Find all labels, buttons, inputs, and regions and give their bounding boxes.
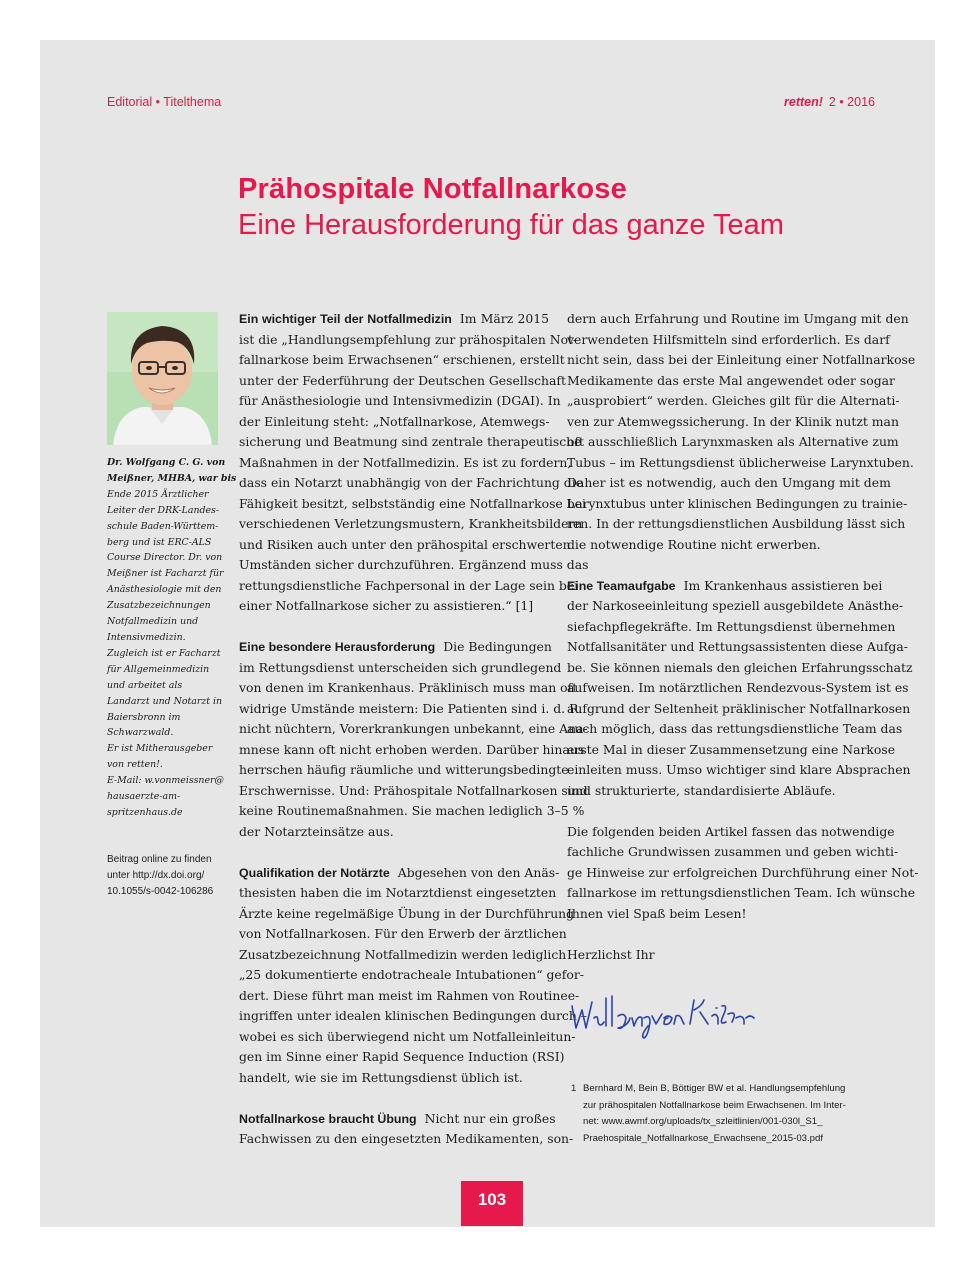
text-line: aufweisen. Im notärztlichen Rendezvous-System ist es bbox=[567, 680, 909, 695]
paragraph-gap bbox=[239, 617, 549, 638]
text-line: der Notarzteinsätze aus. bbox=[239, 823, 394, 839]
text-line: ingriffen unter idealen klinischen Bedingungen durch – bbox=[239, 1008, 587, 1023]
author-signature bbox=[568, 988, 758, 1048]
text-line: dert. Diese führt man meist im Rahmen von Routinee- bbox=[239, 987, 580, 1003]
text-line: widrige Umstände meistern: Die Patienten sind i. d. R. bbox=[239, 700, 583, 716]
running-header-right bbox=[784, 95, 875, 109]
paragraph-lead-line: Qualifikation der Notärzte Abgesehen von den Anäs- bbox=[239, 864, 560, 880]
bio-line: Leiter der DRK-Landes- bbox=[107, 504, 220, 516]
bio-line: hausaerzte-am- bbox=[107, 791, 181, 803]
text-line: handelt, wie sie im Rettungsdienst üblich ist. bbox=[239, 1069, 523, 1085]
paragraph-body bbox=[567, 596, 913, 801]
text-line: Notfallsanitäter und Rettungsassistenten diese Aufga- bbox=[567, 639, 908, 654]
bio-line: E-Mail: w.vonmeissner@ bbox=[107, 775, 224, 787]
bio-line: spritzenhaus.de bbox=[107, 806, 183, 818]
footnote-text: net: www.awmf.org/uploads/tx_szleitlinien/001-030l_S1_ bbox=[583, 1116, 823, 1127]
text-line: herrschen häufig räumliche und witterungsbedingte bbox=[239, 762, 569, 777]
paragraph-lead-line: Ein wichtiger Teil der Notfallmedizin Im März 2015 bbox=[239, 311, 549, 326]
topic-label: Titelthema bbox=[163, 95, 222, 109]
bio-line: Notfallmedizin und bbox=[107, 616, 199, 628]
text-line: fallnarkose beim Erwachsenen“ erschienen, erstellt bbox=[239, 352, 565, 367]
portrait-illustration bbox=[107, 312, 218, 445]
running-header-left bbox=[107, 95, 221, 109]
paragraph-lead-line: Eine Teamaufgabe Im Krankenhaus assistieren bei bbox=[567, 577, 883, 593]
footnote-text: Praehospitale_Notfallnarkose_Erwachsene_2015-03.pdf bbox=[583, 1132, 824, 1144]
text-line: Zusatzbezeichnung Notfallmedizin werden lediglich bbox=[239, 946, 567, 962]
paragraph-body bbox=[239, 1129, 574, 1150]
footnote-text: Bernhard M, Bein B, Böttiger BW et al. Handlungsempfehlung bbox=[583, 1083, 846, 1094]
text-line: und Risiken auch unter den prähospital erschwerten bbox=[239, 536, 571, 552]
section-heading: Notfallnarkose braucht Übung bbox=[239, 1111, 417, 1126]
text-line: aufgrund der Seltenheit präklinischer Notfallnarkosen bbox=[567, 700, 911, 716]
author-photo bbox=[107, 312, 218, 445]
bio-line: von retten!. bbox=[107, 759, 163, 771]
text-line: Umständen sicher durchzuführen. Ergänzend muss das bbox=[239, 557, 589, 572]
text-line: ist die „Handlungsempfehlung zur prähospitalen Not- bbox=[239, 331, 578, 347]
paragraph-lead-line: Notfallnarkose braucht Übung Nicht nur ein großes bbox=[239, 1110, 556, 1126]
author-bio bbox=[107, 455, 237, 821]
bio-line: für Allgemeinmedizin bbox=[107, 663, 210, 675]
text-line: Die folgenden beiden Artikel fassen das notwendige bbox=[567, 823, 895, 839]
text-line: dass ein Notarzt unabhängig von der Fachrichtung die bbox=[239, 475, 584, 490]
text-line: für Anästhesiologie und Intensivmedizin (DGAI). In bbox=[239, 393, 561, 408]
footnote-line bbox=[571, 1131, 891, 1148]
text-line: Ihnen viel Spaß beim Lesen! bbox=[567, 905, 747, 921]
text-line: auch möglich, dass das rettungsdienstliche Team das bbox=[567, 721, 903, 736]
doi-line: 10.1055/s-0042-106286 bbox=[107, 886, 214, 897]
text-line: nicht sein, dass bei der Einleitung einer Notfallnarkose bbox=[567, 352, 916, 367]
text-line: einleiten muss. Umso wichtiger sind klare Absprachen bbox=[567, 762, 911, 777]
doi-line: Beitrag online zu finden bbox=[107, 854, 212, 865]
footnote-line bbox=[571, 1081, 891, 1098]
bio-line: Baiersbronn im bbox=[107, 711, 181, 723]
bio-line: Ende 2015 Ärztlicher bbox=[107, 488, 209, 500]
text-line: im Rettungsdienst unterscheiden sich grundlegend bbox=[239, 659, 562, 675]
text-line: verwendeten Hilfsmitteln sind erforderlich. Es darf bbox=[567, 331, 890, 347]
text-line: rettungsdienstliche Fachpersonal in der Lage sein bei bbox=[239, 577, 579, 593]
text-line: oft ausschließlich Larynxmasken als Alternative zum bbox=[567, 434, 899, 449]
text-line: ren. In der rettungsdienstlichen Ausbildung lässt sich bbox=[567, 516, 906, 531]
bio-line: Anästhesiologie mit den bbox=[107, 584, 222, 596]
bio-line: Intensivmedizin. bbox=[107, 631, 186, 643]
bio-line: Landarzt und Notarzt in bbox=[107, 695, 223, 707]
text-line: Ärzte keine regelmäßige Übung in der Durchführung bbox=[239, 905, 575, 921]
text-line: der Narkoseeinleitung speziell ausgebildete Anästhe- bbox=[567, 598, 904, 613]
text-line: Fachwissen zu den eingesetzten Medikamenten, son- bbox=[239, 1131, 574, 1146]
text-line: wobei es sich überwiegend nicht um Notfalleinleitun- bbox=[239, 1028, 576, 1044]
paragraph-body bbox=[567, 309, 916, 555]
text-line: unter der Federführung der Deutschen Gesellschaft bbox=[239, 372, 566, 388]
text-line: fallnarkose im rettungsdienstlichen Team. Ich wünsche bbox=[567, 885, 916, 900]
text-line: Fähigkeit besitzt, selbstständig eine Notfallnarkose bei bbox=[239, 495, 586, 511]
text-line: sicherung und Beatmung sind zentrale therapeutische bbox=[239, 434, 582, 449]
footnote bbox=[571, 1081, 891, 1147]
text-line: „25 dokumentierte endotracheale Intubationen“ gefor- bbox=[239, 967, 584, 982]
bullet-separator: • bbox=[155, 95, 161, 109]
page-number: 103 bbox=[461, 1181, 523, 1226]
article-column-left bbox=[239, 309, 589, 1150]
text-line: „ausprobiert“ werden. Gleiches gilt für die Alternati- bbox=[567, 393, 900, 408]
issue-label: 2 • 2016 bbox=[828, 95, 875, 109]
text-line: ven zur Atemwegssicherung. In der Klinik nutzt man bbox=[567, 413, 899, 429]
text-line: und strukturierte, standardisierte Abläufe. bbox=[567, 782, 836, 798]
section-heading: Ein wichtiger Teil der Notfallmedizin bbox=[239, 312, 452, 326]
bio-line: Meißner, MHBA, war bis bbox=[107, 472, 237, 484]
text-line: nicht nüchtern, Vorerkrankungen unbekannt, eine Ana- bbox=[239, 721, 588, 736]
section-heading: Qualifikation der Notärzte bbox=[239, 865, 390, 880]
text-line: ge Hinweise zur erfolgreichen Durchführung einer Not- bbox=[567, 864, 919, 880]
section-heading: Eine besondere Herausforderung bbox=[239, 640, 436, 654]
paragraph-lead-line: Eine besondere Herausforderung Die Bedingungen bbox=[239, 639, 552, 654]
text-line: Maßnahmen in der Notfallmedizin. Es ist zu fordern, bbox=[239, 454, 572, 470]
bio-line: und arbeitet als bbox=[107, 679, 183, 691]
article-column-right bbox=[567, 309, 919, 965]
footnote-line bbox=[571, 1098, 891, 1115]
bio-line: Dr. Wolfgang C. G. von bbox=[107, 457, 226, 468]
paragraph-gap bbox=[567, 555, 877, 576]
bio-line: Meißner ist Facharzt für bbox=[107, 568, 224, 580]
article-title-block bbox=[238, 172, 784, 244]
magazine-brand: retten! bbox=[784, 95, 823, 109]
text-line: von Notfallnarkosen. Für den Erwerb der ärztlichen bbox=[239, 926, 567, 941]
bio-line: schule Baden-Württem- bbox=[107, 520, 219, 532]
text-line: die notwendige Routine nicht erwerben. bbox=[567, 536, 821, 552]
bio-line: Zusatzbezeichnungen bbox=[107, 600, 211, 612]
text-line: fachliche Grundwissen zusammen und geben wichti- bbox=[567, 844, 899, 859]
paragraph-body bbox=[567, 822, 919, 925]
text-line: Medikamente das erste Mal angewendet oder sogar bbox=[567, 372, 895, 388]
text-line: dern auch Erfahrung und Routine im Umgang mit den bbox=[567, 311, 909, 326]
bio-line: Schwarzwald. bbox=[107, 727, 174, 739]
closing-line: Herzlichst Ihr bbox=[567, 946, 655, 962]
paragraph-gap bbox=[567, 801, 877, 822]
signature-drawing bbox=[568, 988, 758, 1048]
article-subtitle: Eine Herausforderung für das ganze Team bbox=[238, 209, 784, 241]
article-title: Prähospitale Notfallnarkose bbox=[238, 173, 627, 205]
text-line: Daher ist es notwendig, auch den Umgang mit dem bbox=[567, 475, 891, 490]
bio-line: Zugleich ist er Facharzt bbox=[107, 647, 221, 659]
paragraph-gap bbox=[239, 842, 549, 863]
bio-line: berg und ist ERC-ALS bbox=[107, 536, 212, 548]
text-line: siefachpflegekräfte. Im Rettungsdienst übernehmen bbox=[567, 618, 896, 634]
footnote-line bbox=[571, 1114, 891, 1131]
text-line: keine Routinemaßnahmen. Sie machen lediglich 3–5 % bbox=[239, 803, 585, 818]
section-heading: Eine Teamaufgabe bbox=[567, 578, 676, 593]
text-line: von denen im Krankenhaus. Präklinisch muss man oft bbox=[239, 680, 578, 695]
text-line: einer Notfallnarkose sicher zu assistieren.“ [1] bbox=[239, 598, 534, 613]
doi-line: unter http://dx.doi.org/ bbox=[107, 870, 205, 881]
text-line: thesisten haben die im Notarztdienst eingesetzten bbox=[239, 885, 557, 900]
paragraph-gap bbox=[239, 1088, 549, 1109]
bio-line: Course Director. Dr. von bbox=[107, 552, 223, 564]
section-label: Editorial bbox=[107, 95, 153, 109]
paragraph-gap bbox=[567, 924, 877, 945]
text-line: gen im Sinne einer Rapid Sequence Induction (RSI) bbox=[239, 1049, 565, 1064]
text-line: Tubus – im Rettungsdienst üblicherweise Larynxtuben. bbox=[567, 454, 914, 470]
footnote-text: zur prähospitalen Notfallnarkose beim Erwachsenen. Im Inter- bbox=[583, 1099, 846, 1111]
paragraph-body bbox=[239, 658, 588, 843]
paragraph-body bbox=[239, 883, 587, 1088]
doi-note bbox=[107, 852, 227, 900]
text-line: verschiedenen Verletzungsmustern, Krankheitsbildern bbox=[239, 516, 583, 531]
text-line: Larynxtubus unter klinischen Bedingungen zu trainie- bbox=[567, 495, 908, 511]
footnote-number: 1 bbox=[571, 1083, 577, 1094]
text-line: be. Sie können niemals den gleichen Erfahrungsschatz bbox=[567, 659, 913, 675]
paragraph-body bbox=[239, 330, 589, 617]
text-line: erste Mal in dieser Zusammensetzung eine Narkose bbox=[567, 741, 896, 757]
bio-line: Er ist Mitherausgeber bbox=[107, 743, 213, 755]
text-line: Erschwernisse. Und: Prähospitale Notfallnarkosen sind bbox=[239, 782, 588, 798]
text-line: mnese kann oft nicht erhoben werden. Darüber hinaus bbox=[239, 741, 585, 757]
text-line: der Einleitung steht: „Notfallnarkose, Atemwegs- bbox=[239, 413, 550, 429]
